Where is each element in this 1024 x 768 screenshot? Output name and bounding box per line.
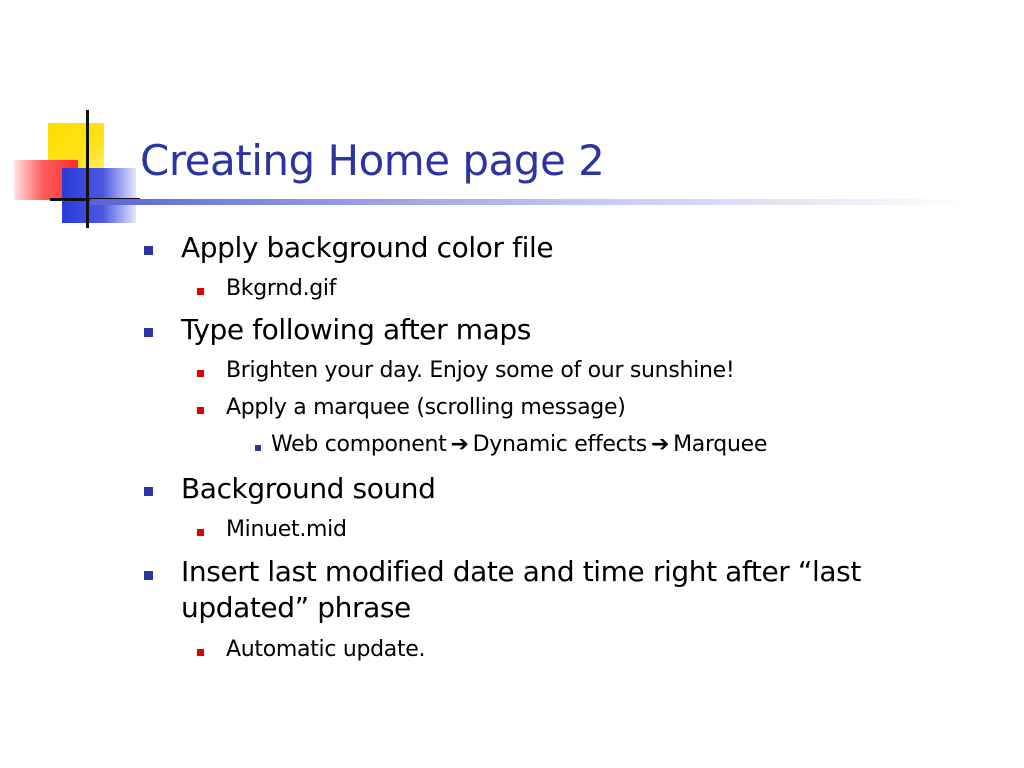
- sub-bullet-marker-icon: [197, 288, 204, 295]
- right-arrow-icon: ➔: [650, 432, 670, 457]
- sub-bullet-marker-icon: [197, 649, 204, 656]
- bullet-item: Apply background color file: [181, 231, 554, 264]
- sub-bullet-item: Bkgrnd.gif: [226, 276, 337, 301]
- bullet-item: Background sound: [181, 472, 436, 505]
- sub-bullet-marker-icon: [197, 407, 204, 414]
- bullet-marker-icon: [144, 246, 153, 255]
- sub-bullet-marker-icon: [197, 370, 204, 377]
- sub-sub-bullet-marker-icon: [255, 445, 261, 451]
- bullet-item: Type following after maps: [181, 313, 531, 346]
- sub-bullet-marker-icon: [197, 529, 204, 536]
- sub-bullet-item: Apply a marquee (scrolling message): [226, 395, 626, 420]
- sub-bullet-item: Brighten your day. Enjoy some of our sunshine!: [226, 358, 735, 383]
- marquee-path-step: Dynamic effects: [472, 432, 647, 457]
- bullet-marker-icon: [144, 571, 153, 580]
- bullet-item: Insert last modified date and time right after “last updated” phrase: [181, 555, 861, 624]
- marquee-path-step: Web component: [271, 432, 447, 457]
- bullet-marker-icon: [144, 328, 153, 337]
- sub-sub-bullet-item: [271, 432, 767, 457]
- slide-title: Creating Home page 2: [140, 136, 605, 185]
- sub-bullet-item: Automatic update.: [226, 637, 426, 662]
- bullet-marker-icon: [144, 487, 153, 496]
- marquee-path-step: Marquee: [673, 432, 768, 457]
- right-arrow-icon: ➔: [450, 432, 469, 457]
- sub-bullet-item: Minuet.mid: [226, 517, 347, 542]
